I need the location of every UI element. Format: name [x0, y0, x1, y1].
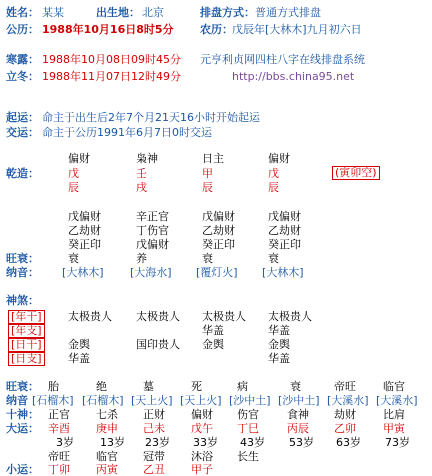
- dayun-nayin-cell: [沙中土]: [229, 394, 271, 407]
- canggan-cell: 乙劫财: [268, 224, 301, 237]
- dayun-ganzhi-cell: 己未: [143, 422, 165, 435]
- site-url-link[interactable]: http://bbs.china95.net: [232, 70, 355, 83]
- solar-value: 1988年10月16日8时5分: [42, 23, 174, 36]
- nayin-cell: [覆灯火]: [196, 266, 238, 279]
- dayun-age-cell: 73岁: [385, 436, 410, 449]
- shensha-cell: 华盖: [68, 352, 90, 365]
- dayun-ganzhi-cell: 乙卯: [334, 422, 356, 435]
- dayun-wangshuai-label: 旺衰：: [6, 380, 39, 393]
- nayin-cell: [大林木]: [62, 266, 104, 279]
- xiaoyun-cell: 乙丑: [143, 463, 165, 476]
- dayun-age-cell: 13岁: [100, 436, 125, 449]
- shensha-cell: 太极贵人: [136, 310, 180, 323]
- pillar-shishen: 偏财: [268, 152, 290, 165]
- dayun-extra-cell: 冠带: [143, 450, 165, 463]
- shensha-cell: 太极贵人: [68, 310, 112, 323]
- dayun-shishen-cell: 伤官: [237, 408, 259, 421]
- wangshuai-cell: 养: [136, 252, 147, 265]
- canggan-cell: 癸正印: [202, 238, 235, 251]
- nayin-label: 纳音：: [6, 266, 39, 279]
- qiyun-label: 起运：: [6, 111, 39, 124]
- solar-label: 公历：: [6, 23, 39, 36]
- canggan-cell: 乙劫财: [68, 224, 101, 237]
- dayun-ganzhi-cell: 甲寅: [383, 422, 405, 435]
- shensha-cell: 国印贵人: [136, 338, 180, 351]
- canggan-cell: 癸正印: [268, 238, 301, 251]
- dayun-ganzhi-cell: 丙辰: [287, 422, 309, 435]
- pillar-shishen: 枭神: [136, 152, 158, 165]
- dayun-age-cell: 43岁: [240, 436, 265, 449]
- dayun-nayin-label: 纳音: [6, 394, 28, 407]
- jiaoyun-label: 交运：: [6, 126, 39, 139]
- dayun-ganzhi-cell: 庚申: [96, 422, 118, 435]
- dayun-shishen-cell: 食神: [287, 408, 309, 421]
- dayun-wangshuai-cell: 胎: [48, 380, 59, 393]
- dayun-nayin-cell: [天上火]: [180, 394, 222, 407]
- dayun-nayin-cell: [天上火]: [131, 394, 173, 407]
- pillar-stem: 戊: [68, 167, 79, 180]
- dayun-shishen-cell: 正官: [48, 408, 70, 421]
- shensha-cell: 华盖: [268, 352, 290, 365]
- shensha-cell: 华盖: [202, 324, 224, 337]
- kongwang-badge: (寅卯空): [332, 166, 380, 180]
- pillar-stem: 甲: [202, 167, 213, 180]
- wangshuai-label: 旺衰：: [6, 252, 39, 265]
- dayun-age-cell: 23岁: [145, 436, 170, 449]
- dayun-wangshuai-cell: 帝旺: [334, 380, 356, 393]
- birthplace-label: 出生地：: [96, 6, 140, 19]
- canggan-cell: 丁伤官: [136, 224, 169, 237]
- canggan-cell: 乙劫财: [202, 224, 235, 237]
- pillar-branch: 辰: [202, 181, 213, 194]
- dayun-extra-cell: 帝旺: [48, 450, 70, 463]
- method-label: 排盘方式：: [200, 6, 255, 19]
- dayun-ganzhi-cell: 辛酉: [48, 422, 70, 435]
- shensha-cell: 太极贵人: [202, 310, 246, 323]
- dayun-shishen-cell: 比肩: [383, 408, 405, 421]
- pillar-stem: 戊: [268, 167, 279, 180]
- shensha-title: 神煞：: [6, 294, 39, 307]
- nayin-cell: [大林木]: [262, 266, 304, 279]
- dayun-wangshuai-cell: 衰: [290, 380, 301, 393]
- dayun-shishen-cell: 正财: [143, 408, 165, 421]
- dayun-shishen-cell: 偏财: [191, 408, 213, 421]
- dayun-wangshuai-cell: 墓: [143, 380, 154, 393]
- pillar-branch: 辰: [68, 181, 79, 194]
- dayun-nayin-cell: [大溪水]: [376, 394, 418, 407]
- wangshuai-cell: 衰: [68, 252, 79, 265]
- hanlu-label: 寒露：: [6, 53, 39, 66]
- shensha-cell: 金舆: [68, 338, 90, 351]
- dayun-extra-cell: 沐浴: [191, 450, 213, 463]
- lidong-value: 1988年11月07日12时49分: [42, 70, 181, 83]
- pillar-stem: 壬: [136, 167, 147, 180]
- dayun-shishen-cell: 劫财: [334, 408, 356, 421]
- canggan-cell: 戊偏财: [136, 238, 169, 251]
- qianzao-label: 乾造：: [6, 167, 39, 180]
- dayun-wangshuai-cell: 临官: [383, 380, 405, 393]
- name-label: 姓名：: [6, 6, 39, 19]
- pillar-shishen: 日主: [202, 152, 224, 165]
- name-value: 某某: [42, 6, 64, 19]
- dayun-shishen-label: 十神：: [6, 408, 39, 421]
- dayun-wangshuai-cell: 死: [191, 380, 202, 393]
- xiaoyun-cell: 丙寅: [96, 463, 118, 476]
- lunar-value: 戊辰年[大林木]九月初六日: [232, 23, 362, 36]
- canggan-cell: 戊偏财: [68, 210, 101, 223]
- method-value: 普通方式排盘: [255, 6, 321, 19]
- dayun-age-cell: 3岁: [56, 436, 74, 449]
- birthplace-value: 北京: [142, 6, 164, 19]
- wangshuai-cell: 衰: [268, 252, 279, 265]
- dayun-age-cell: 33岁: [193, 436, 218, 449]
- canggan-cell: 戊偏财: [268, 210, 301, 223]
- qiyun-text: 命主于出生后2年7个月21天16小时开始起运: [42, 111, 260, 124]
- wangshuai-cell: 衰: [202, 252, 213, 265]
- xiaoyun-cell: 甲子: [191, 463, 213, 476]
- canggan-cell: 癸正印: [68, 238, 101, 251]
- site-name: 元亨利贞网四柱八字在线排盘系统: [200, 53, 365, 66]
- dayun-nayin-cell: [石榴木]: [82, 394, 124, 407]
- nayin-cell: [大海水]: [130, 266, 172, 279]
- dayun-ganzhi-cell: 丁巳: [237, 422, 259, 435]
- dayun-wangshuai-cell: 绝: [96, 380, 107, 393]
- shensha-cell: 太极贵人: [268, 310, 312, 323]
- dayun-nayin-cell: [沙中土]: [278, 394, 320, 407]
- hanlu-value: 1988年10月08日09时45分: [42, 53, 181, 66]
- shensha-row-label: [日干]: [8, 338, 45, 352]
- shensha-row-label: [年干]: [8, 310, 45, 324]
- shensha-cell: 华盖: [268, 324, 290, 337]
- shensha-cell: 金舆: [268, 338, 290, 351]
- canggan-cell: 辛正官: [136, 210, 169, 223]
- dayun-extra-cell: 临官: [96, 450, 118, 463]
- canggan-cell: 戊偏财: [202, 210, 235, 223]
- dayun-label: 大运：: [6, 422, 39, 435]
- dayun-nayin-cell: [大溪水]: [327, 394, 369, 407]
- pillar-branch: 辰: [268, 181, 279, 194]
- shensha-cell: 金舆: [202, 338, 224, 351]
- shensha-row-label: [日支]: [8, 352, 45, 366]
- jiaoyun-text: 命主于公历1991年6月7日0时交运: [42, 126, 212, 139]
- lidong-label: 立冬：: [6, 70, 39, 83]
- dayun-shishen-cell: 七杀: [96, 408, 118, 421]
- pillar-branch: 戌: [136, 181, 147, 194]
- dayun-wangshuai-cell: 病: [237, 380, 248, 393]
- shensha-row-label: [年支]: [8, 324, 45, 338]
- lunar-label: 农历：: [200, 23, 233, 36]
- dayun-ganzhi-cell: 戊午: [191, 422, 213, 435]
- xiaoyun-cell: 丁卯: [48, 463, 70, 476]
- dayun-extra-cell: 长生: [237, 450, 259, 463]
- xiaoyun-label: 小运：: [6, 463, 39, 476]
- pillar-shishen: 偏财: [68, 152, 90, 165]
- dayun-age-cell: 63岁: [336, 436, 361, 449]
- dayun-age-cell: 53岁: [289, 436, 314, 449]
- dayun-nayin-cell: [石榴木]: [32, 394, 74, 407]
